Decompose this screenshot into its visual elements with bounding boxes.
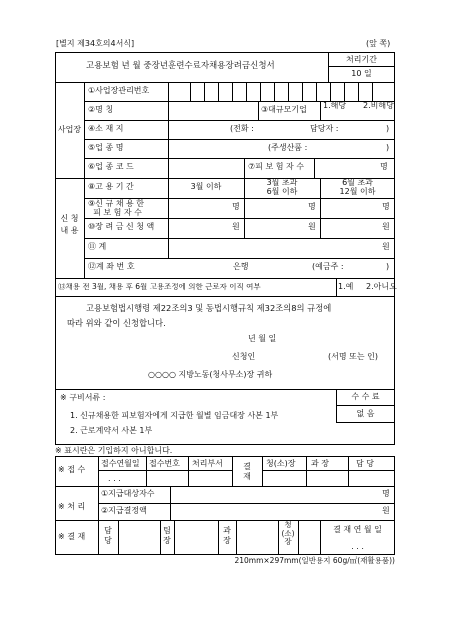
signature-label: (서명 또는 인) [328,352,378,361]
employment-period-label: ⑧고 용 기 간 [88,182,134,191]
main-product-label: (주생산품 : [268,143,308,152]
document-item-2: 2. 근로계약서 사본 1부 [70,426,153,435]
total-label: ⑪ 계 [88,242,107,251]
fee-value: 없 음 [356,409,375,418]
account-holder-label: (예금주 : [312,262,344,271]
period-col-3-to-6m: 3월 초과 6월 이하 [266,178,298,196]
decision-date-blank[interactable]: . . . [351,542,364,551]
documents-title: ※ 구비서류 : [60,393,106,402]
row-label-name: ②명 칭 [88,105,114,114]
bank-label: 은행 [233,262,249,271]
employer-section-label: 사업장 [57,125,82,134]
decision-label: ※ 결 재 [58,532,86,541]
new-hires-unit-1: 명 [232,202,240,211]
processing-period-label: 처리기간 [346,55,377,64]
manager-label: 담당자 : [310,124,339,133]
total-unit: 원 [382,242,390,251]
declaration-line-2: 따라 위와 같이 신청합니다. [67,318,166,328]
subsidy-unit-1: 원 [232,222,240,231]
decision-date-label: 결 재 연 월 일 [333,525,382,534]
reception-number-label: 접수번호 [149,459,180,468]
address-close-paren: ) [386,124,390,133]
insured-count-unit: 명 [380,162,388,171]
business-id-boxes[interactable] [168,82,395,101]
separation-question: ⑬채용 전 3월, 채용 후 6월 고용조정에 의한 근로자 이직 여부 [58,283,261,291]
processing-dept-label: 처리부서 [192,459,223,468]
applicant-label: 신청인 [232,352,256,361]
reception-date-blank[interactable]: . . . [108,474,121,483]
decision-team-lead-box: 팀 장 [163,526,171,545]
period-col-6-to-12m: 6월 초과 12월 이하 [339,178,376,196]
office-use-note: ※ 표시란은 기입하지 아니합니다. [55,446,173,455]
document-item-1: 1. 신규채용한 피보험자에게 지급한 월별 임금대장 사본 1부 [70,411,279,420]
reception-date-label: 접수연월일 [101,459,140,468]
form-reference: [별지 제34호의4서식] [56,39,135,48]
processing-period-value: 10 일 [351,69,372,78]
new-hires-unit-3: 명 [382,202,390,211]
application-date: 년 월 일 [248,334,277,343]
insured-count-label: ⑦피 보 험 자 수 [248,162,304,171]
addressee: ○○○○ 지방노동(청사무소)장 귀하 [148,370,273,379]
row-label-business-id: ①사업장관리번호 [88,86,150,95]
decision-section-head-box: 과 장 [223,526,231,545]
new-hires-unit-2: 명 [308,202,316,211]
subsidy-unit-3: 원 [382,222,390,231]
separation-option-no[interactable]: 2.아니오 [366,282,397,291]
period-col-under-3m: 3월 이하 [190,182,222,191]
account-number-label: ⑫계 좌 번 호 [88,262,135,271]
payment-target-count-label: ①지급대상자수 [101,489,155,498]
phone-label: (전화 : [230,124,254,133]
declaration-line-1: 고용보험법시행령 제22조의3 및 동법시행규칙 제32조의8의 규정에 [86,303,332,313]
payment-amount-label: ②지급결정액 [101,506,147,515]
approval-label: 결 재 [243,462,251,481]
row-label-industry: ⑤업 종 명 [88,143,124,152]
new-hires-label: ⑨신 규 채 용 한 피 보 험 자 수 [88,199,144,218]
row-label-address: ④소 재 지 [88,124,124,133]
processing-label: ※ 처 리 [58,502,86,511]
approver-chief: 청(소)장 [266,459,296,468]
application-section-label: 신 청 내 용 [60,214,79,235]
payment-amount-unit: 원 [382,506,390,515]
product-close-paren: ) [386,143,390,152]
approver-section-head: 과 장 [311,459,329,468]
page-side-label: (앞 쪽) [366,39,391,48]
account-holder-close: ) [386,262,390,271]
large-company-option-yes[interactable]: 1.해당 [323,101,347,110]
approver-staff: 담 당 [356,459,374,468]
decision-chief-box: 청 (소) 장 [281,520,295,547]
fee-label: 수 수 료 [351,392,380,401]
decision-staff-box: 담 당 [104,526,112,545]
reception-label: ※ 접 수 [58,465,86,474]
subsidy-amount-label: ⑩장 려 금 신 청 액 [88,222,155,231]
large-company-label: ③대규모기업 [261,105,307,114]
payment-target-count-unit: 명 [382,489,390,498]
subsidy-unit-2: 원 [308,222,316,231]
paper-spec: 210mm×297mm(일반용지 60g/㎡(재활용품)) [234,556,395,565]
large-company-option-no[interactable]: 2.비해당 [363,101,394,110]
form-title: 고용보험 년 월 중장년훈련수료자채용장려금신청서 [86,61,275,71]
row-label-industry-code: ⑥업 종 코 드 [88,162,134,171]
separation-option-yes[interactable]: 1.예 [338,282,354,291]
